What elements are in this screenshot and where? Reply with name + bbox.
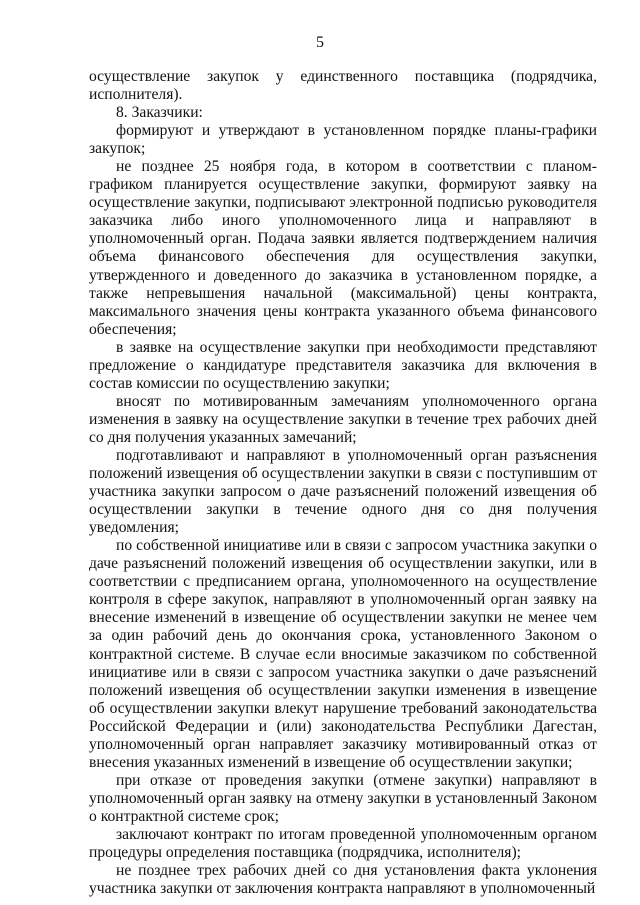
paragraph-section-8-heading: 8. Заказчики: <box>116 104 203 122</box>
paragraph-plans: формируют и утверждают в установленном порядке планы-графики закупок; <box>89 122 597 158</box>
paragraph-evasion: не позднее трех рабочих дней со дня установления факта уклонения участника закупки от заключения контракта направляют в уполномоченный <box>89 862 597 898</box>
paragraph-november-deadline: не позднее 25 ноября года, в котором в соответствии с планом-графиком планируется осуществление закупки, формируют заявку на осуществление закупки, подписывают электронной подписью руководителя заказчика либо иного уполномоченного лица и направляют в уполномоченный орган. Подача заявки является подтверждением наличия объема финансового обеспечения для осуществления закупки, утвержденного и доведенного до заказчика в установленном порядке, а также непревышения начальной (максимальной) цены контракта, максимального значения цены контракта указанного объема финансового обеспечения; <box>89 158 597 338</box>
paragraph-commission-candidate: в заявке на осуществление закупки при необходимости представляют предложение о кандидатуре представителя заказчика для включения в состав комиссии по осуществлению закупки; <box>89 338 597 392</box>
document-body <box>89 68 597 898</box>
page-number: 5 <box>316 34 324 51</box>
paragraph-notice-changes: по собственной инициативе или в связи с запросом участника закупки о даче разъяснений положений извещения об осуществлении закупки, или в соответствии с предписанием органа, уполномоченного на осуществление контроля в сфере закупок, направляют в уполномоченный орган заявку на внесение изменений в извещение об осуществлении закупки не менее чем за один рабочий день до окончания срока, установленного Законом о контрактной системе. В случае если вносимые заказчиком по собственной инициативе или в связи с запросом участника закупки о даче разъяснений положений извещения об осуществлении закупки изменения в извещение об осуществлении закупки влекут нарушение требований законодательства Российской Федерации и (или) законодательства Республики Дагестан, уполномоченный орган направляет заказчику мотивированный отказ от внесения указанных изменений в извещение об осуществлении закупки; <box>89 537 597 771</box>
paragraph-contract: заключают контракт по итогам проведенной уполномоченным органом процедуры определения поставщика (подрядчика, исполнителя); <box>89 825 597 862</box>
paragraph-clarifications: подготавливают и направляют в уполномоченный орган разъяснения положений извещения об осуществлении закупки в связи с поступившим от участника закупки запросом о даче разъяснений положений извещения об осуществлении закупки в течение одного дня со дня получения уведомления; <box>89 446 597 537</box>
paragraph-continuation: осуществление закупок у единственного поставщика (подрядчика, исполнителя). <box>89 68 597 104</box>
paragraph-cancellation: при отказе от проведения закупки (отмене закупки) направляют в уполномоченный орган заявку на отмену закупки в установленный Законом о контрактной системе срок; <box>89 771 597 825</box>
paragraph-amendments: вносят по мотивированным замечаниям уполномоченного органа изменения в заявку на осуществление закупки в течение трех рабочих дней со дня получения указанных замечаний; <box>89 392 597 446</box>
